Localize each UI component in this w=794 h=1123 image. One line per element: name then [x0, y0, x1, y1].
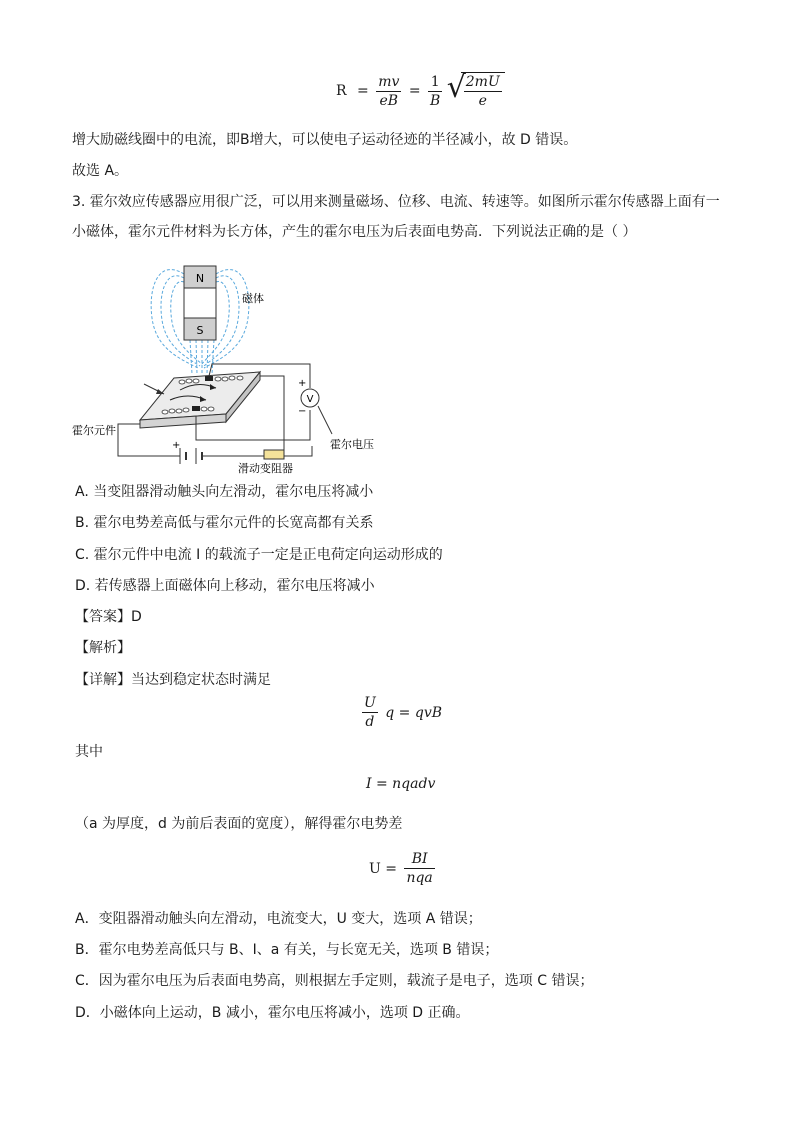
hall-sensor-diagram [72, 248, 388, 478]
voltmeter-label: V [306, 394, 314, 405]
fraction-denominator: e [478, 93, 487, 109]
fraction-numerator: 2mU [465, 74, 500, 90]
fraction-denominator: B [430, 92, 441, 109]
magnet [184, 266, 216, 340]
magnet-label: 磁体 [242, 292, 264, 305]
fraction-bi-nqa [404, 850, 434, 887]
option-b: B. 霍尔电势差高低与霍尔元件的长宽高都有关系 [75, 515, 374, 531]
option-a: A. 当变阻器滑动触头向左滑动，霍尔电压将减小 [75, 484, 374, 500]
detail-line: 【详解】当达到稳定状态时满足 [75, 672, 271, 688]
magnet-north-label: N [195, 272, 205, 285]
formula-r: R [336, 83, 347, 99]
question-stem-line1: 3. 霍尔效应传感器应用很广泛，可以用来测量磁场、位移、电流、转速等。如图所示霍尔传感器上面有一 [72, 194, 720, 210]
fraction-numerator: 1 [428, 73, 442, 92]
rheostat-label: 滑动变阻器 [238, 462, 293, 475]
explanation-c: C．因为霍尔电压为后表面电势高，则根据左手定则，载流子是电子，选项 C 错误； [75, 973, 594, 989]
hall-voltage-label: 霍尔电压 [330, 438, 374, 451]
note-text: （a 为厚度，d 为前后表面的宽度），解得霍尔电势差 [75, 816, 403, 832]
formula-equals: = [357, 83, 369, 99]
fraction-denominator: nqa [406, 870, 433, 886]
rheostat [264, 450, 284, 459]
fraction-denominator: d [365, 714, 375, 730]
radius-formula [333, 72, 505, 110]
prev-answer-choice: 故选 A。 [72, 163, 129, 179]
fraction-mv-eb [376, 73, 401, 110]
formula-lhs: U = [369, 860, 397, 877]
formula-equals: = [408, 83, 421, 99]
fraction-numerator: mv [378, 73, 400, 90]
option-c: C. 霍尔元件中电流 I 的载流子一定是正电荷定向运动形成的 [75, 547, 443, 563]
battery-plus: + [172, 440, 181, 451]
voltage-minus: − [298, 406, 307, 417]
fraction-1-b [428, 73, 442, 110]
fraction-2mu-e [464, 73, 502, 110]
fraction-numerator: BI [404, 850, 434, 869]
magnet-south-label: S [196, 324, 204, 337]
answer-label: 【答案】D [75, 609, 142, 625]
fraction-denominator: eB [379, 92, 399, 109]
fraction-numerator: U [364, 695, 376, 711]
fraction-u-d [362, 694, 378, 731]
question-stem-line2: 小磁体，霍尔元件材料为长方体，产生的霍尔电压为后表面电势高．下列说法正确的是（ ） [72, 224, 637, 240]
current-formula: I = nqadv [366, 776, 436, 792]
hall-element-label: 霍尔元件 [72, 424, 116, 437]
qizhong-text: 其中 [75, 744, 103, 760]
voltage-plus: + [298, 378, 307, 389]
explanation-a: A．变阻器滑动触头向左滑动，电流变大，U 变大，选项 A 错误； [75, 911, 482, 927]
option-d: D. 若传感器上面磁体向上移动，霍尔电压将减小 [75, 578, 375, 594]
prev-answer-text: 增大励磁线圈中的电流，即B增大，可以使电子运动径迹的半径减小，故 D 错误。 [72, 132, 578, 148]
hall-voltage-formula [366, 850, 435, 887]
formula-rest: q = qvB [385, 704, 443, 721]
hall-element [140, 372, 260, 428]
equilibrium-formula [362, 694, 445, 731]
explanation-b: B．霍尔电势差高低只与 B、I、a 有关，与长宽无关，选项 B 错误； [75, 942, 499, 958]
square-root: √ $\frac{2mU}{e}$ [447, 72, 505, 110]
analysis-label: 【解析】 [75, 640, 131, 656]
explanation-d: D．小磁体向上运动，B 减小，霍尔电压将减小，选项 D 正确。 [75, 1005, 470, 1021]
